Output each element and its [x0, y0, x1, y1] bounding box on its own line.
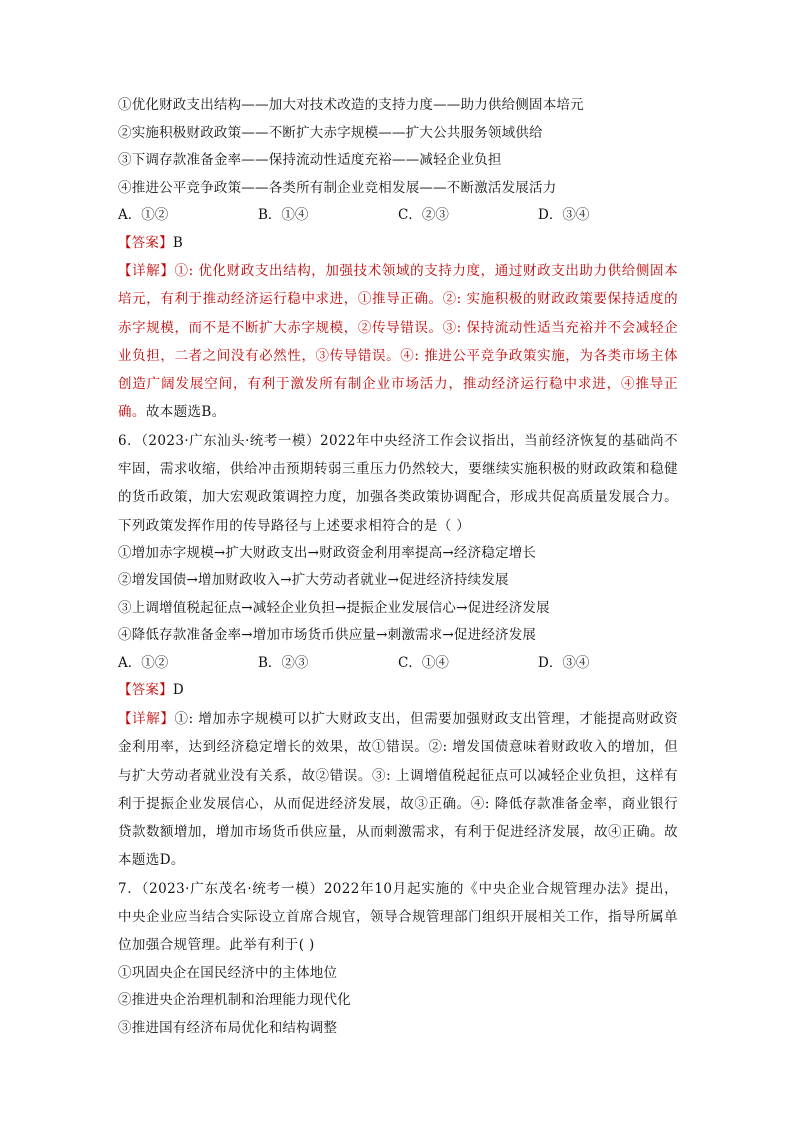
- answer-tag: 【答案】: [118, 234, 173, 251]
- q7-source: （2023·广东茂名·统考一模）: [141, 880, 324, 897]
- q5-item-2: ②实施积极财政政策——不断扩大赤字规模——扩大公共服务领域供给: [118, 124, 543, 141]
- q5-item-4: ④推进公平竞争政策——各类所有制企业竞相发展——不断激活发展活力: [118, 179, 557, 196]
- q5-explanation: [118, 257, 678, 427]
- q7-stem: [118, 875, 678, 960]
- q7-number: 7．: [118, 880, 142, 897]
- q5-options: [118, 202, 678, 230]
- q6-option-b: B．②③: [258, 654, 309, 671]
- q6-option-c: C．①④: [398, 654, 449, 671]
- q6-answer: [118, 677, 678, 705]
- q5-option-d: D．③④: [538, 207, 590, 223]
- q5-item-3: ③下调存款准备金率——保持流动性适度充裕——减轻企业负担: [118, 152, 502, 168]
- q6-item-3: ③上调增值税起征点→减轻企业负担→提振企业发展信心→促进经济发展: [118, 599, 550, 616]
- q6-option-a: A．①②: [118, 654, 169, 671]
- q7-item-2: ②推进央企治理机制和治理能力现代化: [118, 992, 351, 1009]
- explain-conclusion: 故本题选B。: [145, 404, 226, 421]
- answer-tag: 【答案】: [118, 682, 173, 699]
- q6-option-d: D．③④: [538, 654, 590, 671]
- answer-value: B: [172, 234, 183, 251]
- q5-answer: [118, 230, 678, 258]
- q7-stem-text: 2022年10月起实施的《中央企业合规管理办法》提出，中央企业应当结合实际设立首席合规官，领导合规管理部门组织开展相关工作，指导所属单位加强合规管理。此举有利于( ): [118, 880, 679, 954]
- q6-options: [118, 650, 678, 678]
- q6-source: （2023·广东汕头·统考一模）: [141, 432, 320, 449]
- q7-item-3: ③推进国有经济布局优化和结构调整: [118, 1019, 338, 1036]
- q6-stem-text: 2022年中央经济工作会议指出，当前经济恢复的基础尚不牢固，需求收缩，供给冲击预期转弱三重压力仍然较大，要继续实施积极的财政政策和稳健的货币政策，加大宏观政策调控力度，加强各类政策协调配合，形成共促高质量发展合力。下列政策发挥作用的传导路径与上述要求相符合的是（ ）: [118, 432, 679, 534]
- q5-option-a: A．①②: [118, 207, 169, 223]
- explain-tag: 【详解】: [118, 263, 175, 279]
- explain-text: ①: 增加赤字规模可以扩大财政支出，但需要加强财政支出管理，才能提高财政资金利用率，达到经济稳定增长的效果，故①错误。②: 增发国债意味着财政收入的增加，但与扩大劳动者就业没有关系，故②错误。③: 上调增值税起征点可以减轻企业负担，这样有利于提振企业发展信心，从而促进经济发展，故③正确。④: 降低存款准备金率，商业银行贷款数额增加，增加市场货币供应量，从而刺激需求，有利于促进经济发展，故④正确。故本题选D。: [118, 710, 678, 869]
- q5-item-1: ①优化财政支出结构——加大对技术改造的支持力度——助力供给侧固本培元: [118, 97, 584, 113]
- q6-stem: [118, 427, 678, 540]
- explain-text: ①: 优化财政支出结构，加强技术领域的支持力度，通过财政支出助力供给侧固本培元，有利于推动经济运行稳中求进，①推导正确。②: 实施积极的财政政策要保持适度的赤字规模，而不是不断扩大赤字规模，②传导错误。③: 保持流动性适当充裕并不会减轻企业负担，二者之间没有必然性，③传导错误。④: 推进公平竞争政策实施，为各类市场主体创造广阔发展空间，有利于激发所有制企业市场活力，推动经济运行稳中求进，④推导正确。: [118, 263, 678, 421]
- explain-tag: 【详解】: [118, 710, 175, 727]
- q6-item-1: ①增加赤字规模→扩大财政支出→财政资金利用率提高→经济稳定增长: [118, 544, 537, 561]
- answer-value: D: [172, 682, 184, 699]
- q6-item-4: ④降低存款准备金率→增加市场货币供应量→刺激需求→促进经济发展: [118, 627, 537, 644]
- q7-item-1: ①巩固央企在国民经济中的主体地位: [118, 964, 338, 981]
- q6-explanation: [118, 705, 678, 875]
- q6-item-2: ②增发国债→增加财政收入→扩大劳动者就业→促进经济持续发展: [118, 572, 509, 589]
- q6-number: 6．: [118, 432, 142, 449]
- document-content: [118, 92, 678, 1042]
- q5-option-c: C．②③: [398, 207, 449, 223]
- q5-option-b: B．①④: [258, 207, 309, 223]
